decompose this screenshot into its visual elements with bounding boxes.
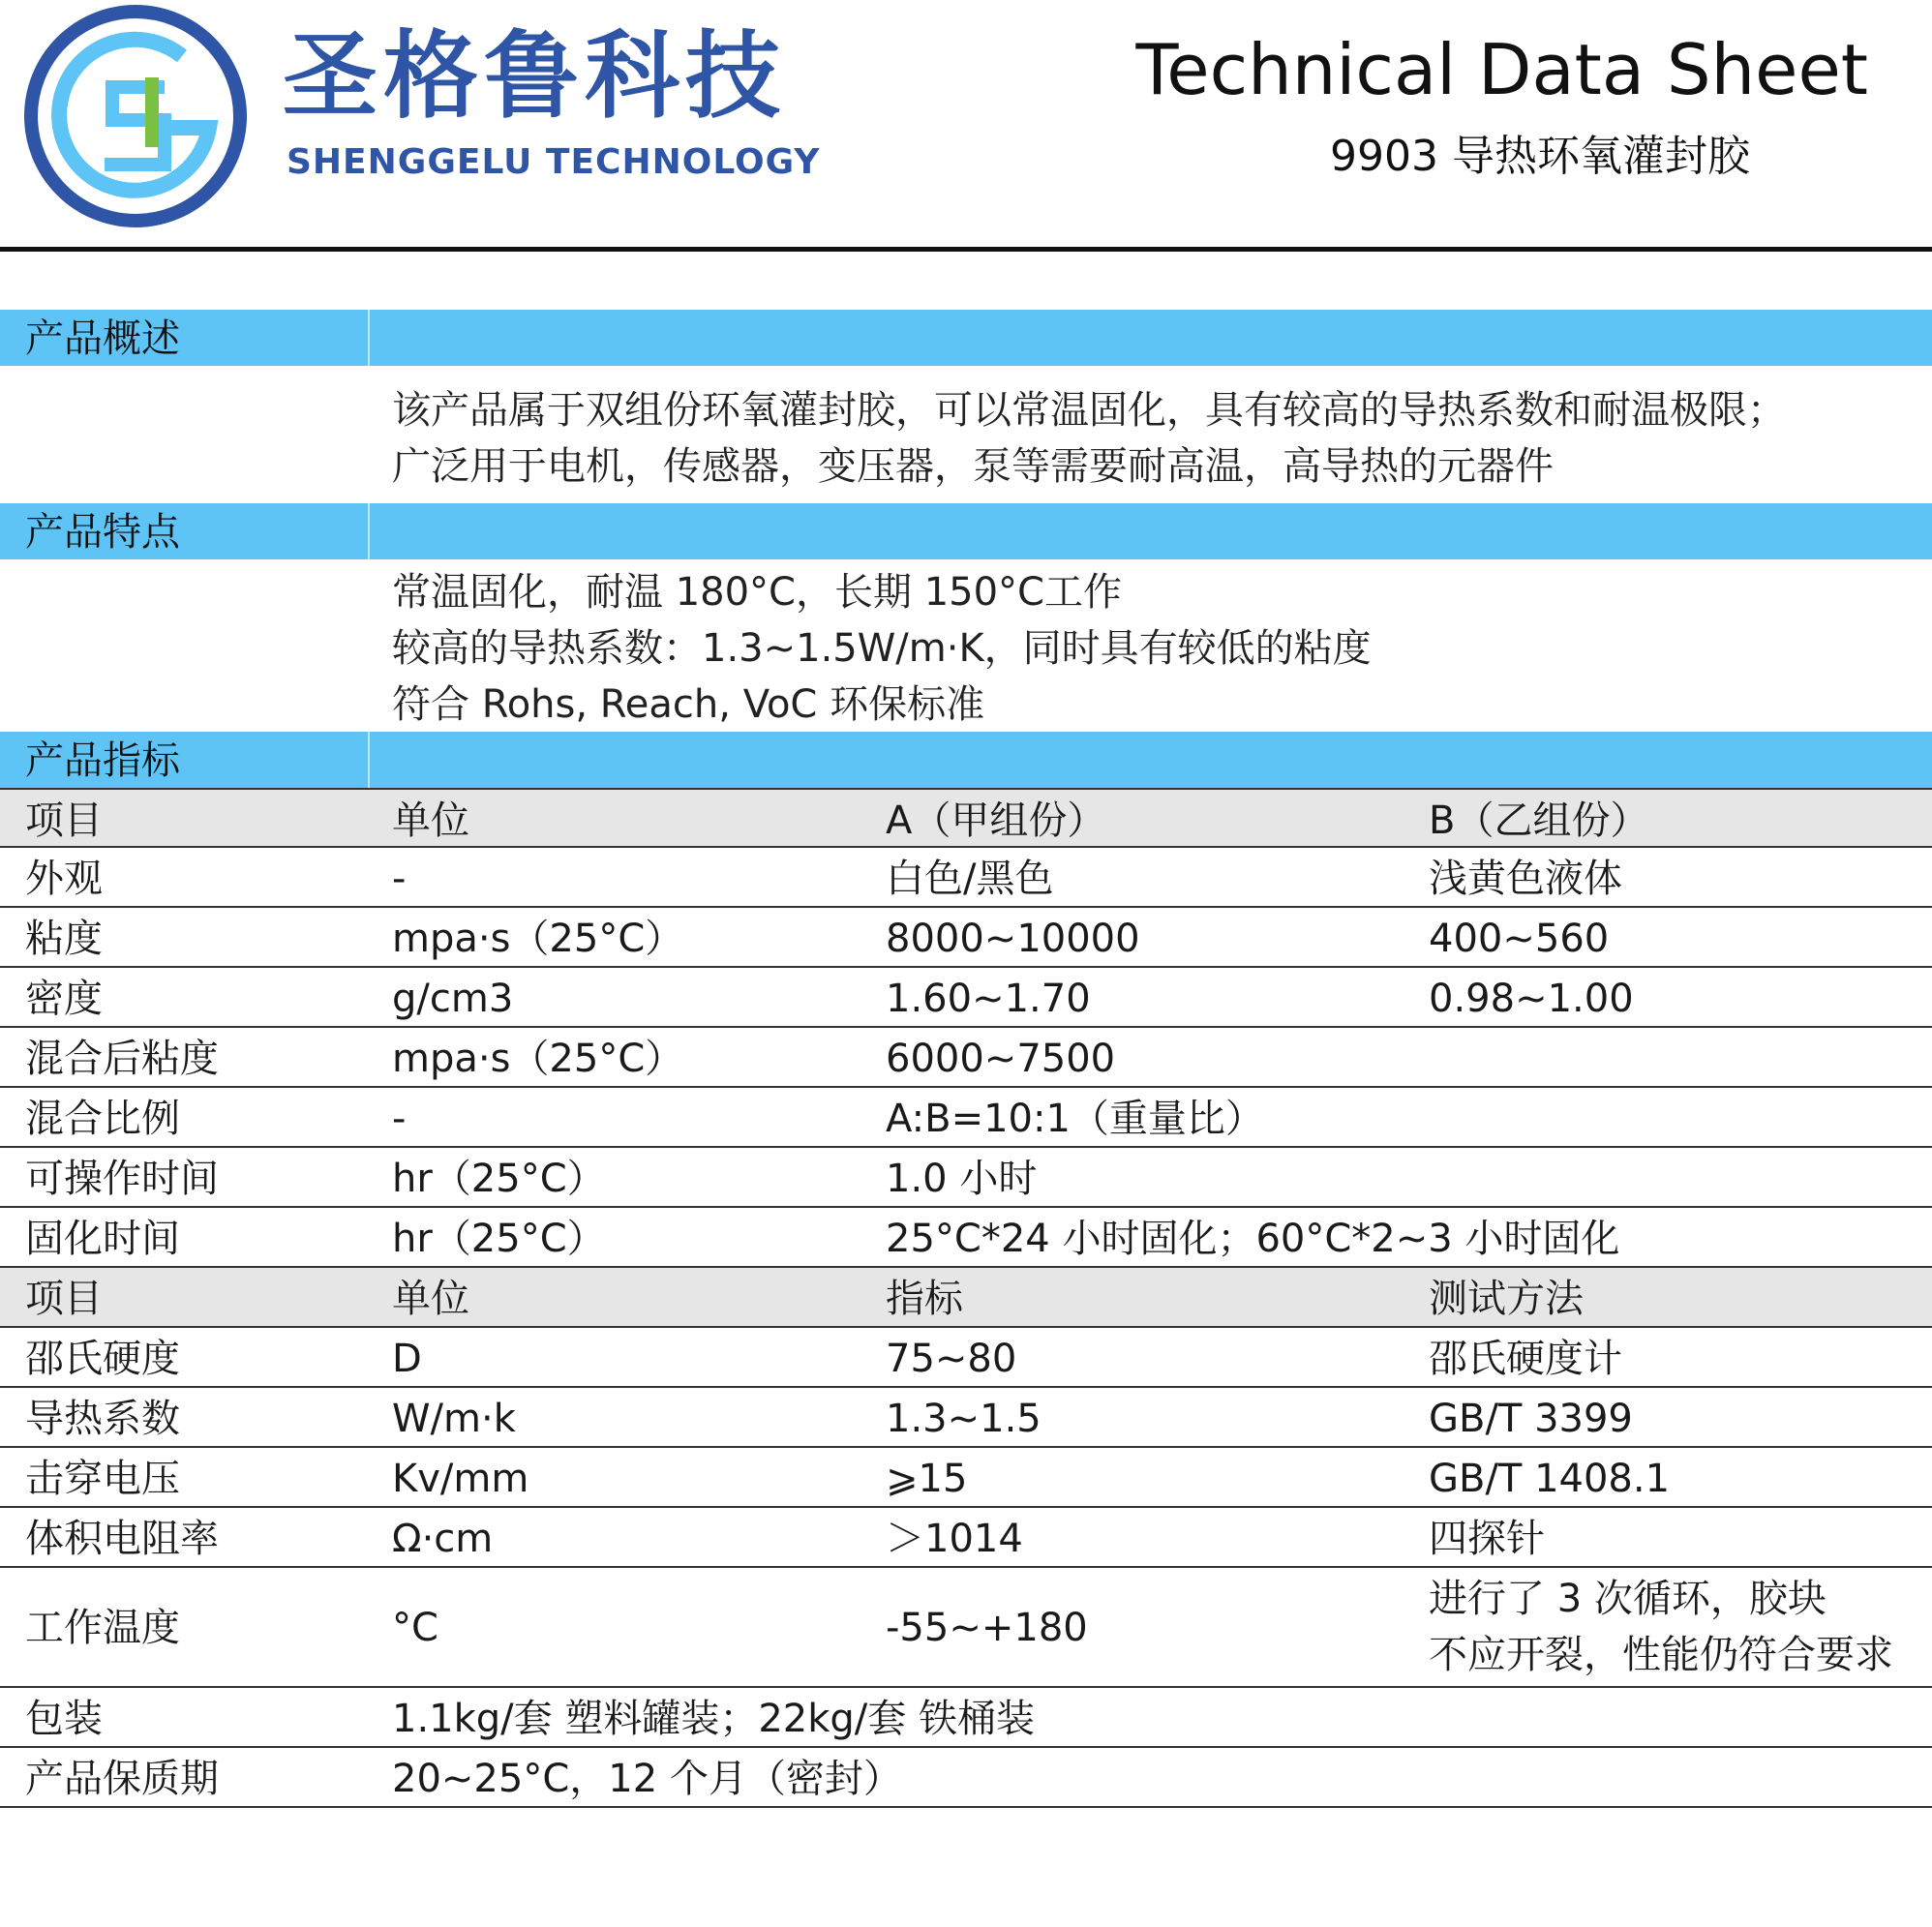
header-cell: B（乙组份） [1429, 798, 1649, 843]
table-row-packaging [0, 1688, 1932, 1748]
section-bar-divider [368, 732, 370, 788]
table-cell: 粘度 [25, 917, 103, 961]
table-row [0, 968, 1932, 1028]
table-cell: 不应开裂，性能仍符合要求 [1429, 1633, 1893, 1677]
header-cell: 单位 [392, 798, 469, 843]
company-logo-icon [19, 0, 252, 232]
table-header-row [0, 788, 1932, 848]
table-row [0, 848, 1932, 908]
table-cell: 6000~7500 [886, 1037, 1116, 1081]
section-bar-divider [368, 310, 370, 366]
section-specs-title: 产品指标 [25, 738, 180, 783]
table-cell: 导热系数 [25, 1397, 180, 1441]
section-overview-bar [0, 310, 1932, 366]
brand-name-en: SHENGGELU TECHNOLOGY [287, 142, 821, 182]
table-cell: GB/T 1408.1 [1429, 1457, 1671, 1501]
table-cell: 击穿电压 [25, 1457, 180, 1501]
table-row-work-temp [0, 1568, 1932, 1688]
header-cell: A（甲组份） [886, 798, 1106, 843]
table-header-row [0, 1268, 1932, 1328]
table-cell: 20~25°C，12 个月（密封） [392, 1757, 902, 1801]
table-cell: 1.3~1.5 [886, 1397, 1041, 1441]
table-cell: hr（25°C） [392, 1157, 606, 1201]
section-features-bar [0, 503, 1932, 559]
overview-line: 该产品属于双组份环氧灌封胶，可以常温固化，具有较高的导热系数和耐温极限； [392, 388, 1786, 433]
table-cell: mpa·s（25°C） [392, 1037, 684, 1081]
table-row [0, 1388, 1932, 1448]
table-cell: 可操作时间 [25, 1157, 219, 1201]
table-cell: 混合后粘度 [25, 1037, 219, 1081]
table-cell: D [392, 1337, 422, 1381]
table-cell: - [392, 1097, 407, 1141]
table-cell: 75~80 [886, 1337, 1017, 1381]
table-cell: 8000~10000 [886, 917, 1140, 961]
section-features-title: 产品特点 [25, 510, 180, 555]
table-cell: 浅黄色液体 [1429, 857, 1622, 901]
table-cell: 1.0 小时 [886, 1157, 1038, 1201]
header-cell: 项目 [25, 1277, 103, 1321]
table-cell: 1.60~1.70 [886, 977, 1091, 1021]
table-row [0, 1328, 1932, 1388]
table-cell: 邵氏硬度计 [1429, 1337, 1622, 1381]
table-cell: A:B=10:1（重量比） [886, 1097, 1264, 1141]
table-row [0, 1208, 1932, 1268]
table-row [0, 1508, 1932, 1568]
table-cell: mpa·s（25°C） [392, 917, 684, 961]
section-bar-divider [368, 503, 370, 559]
feature-line: 较高的导热系数：1.3~1.5W/m·K，同时具有较低的粘度 [392, 626, 1372, 671]
table-cell: Kv/mm [392, 1457, 529, 1501]
feature-line: 常温固化，耐温 180°C，长期 150°C工作 [392, 570, 1122, 615]
table-cell: hr（25°C） [392, 1217, 606, 1261]
table-row [0, 1148, 1932, 1208]
table-cell: 混合比例 [25, 1097, 180, 1141]
table-cell: 进行了 3 次循环，胶块 [1429, 1577, 1826, 1621]
table-cell: 工作温度 [25, 1606, 180, 1650]
document-title: Technical Data Sheet [1135, 29, 1868, 110]
table-cell: 固化时间 [25, 1217, 180, 1261]
section-overview-title: 产品概述 [25, 316, 180, 361]
table-row [0, 1088, 1932, 1148]
document-subtitle: 9903 导热环氧灌封胶 [1330, 132, 1750, 181]
table-cell: °C [392, 1606, 438, 1650]
table-cell: 包装 [25, 1697, 103, 1741]
header-cell: 项目 [25, 798, 103, 843]
header-cell: 测试方法 [1429, 1277, 1584, 1321]
table-cell: 体积电阻率 [25, 1517, 219, 1561]
header-cell: 指标 [886, 1277, 963, 1321]
table-row [0, 1028, 1932, 1088]
overview-line: 广泛用于电机，传感器，变压器，泵等需要耐高温，高导热的元器件 [392, 444, 1554, 489]
brand-name-cn: 圣格鲁科技 [283, 21, 787, 132]
table-cell: 密度 [25, 977, 103, 1021]
table-cell: Ω·cm [392, 1517, 494, 1561]
table-cell: - [392, 857, 407, 901]
table-cell: 400~560 [1429, 917, 1610, 961]
header-cell: 单位 [392, 1277, 469, 1321]
table-cell: ＞1014 [886, 1517, 1023, 1561]
table-cell: 邵氏硬度 [25, 1337, 180, 1381]
table-cell: g/cm3 [392, 977, 514, 1021]
table-cell: 0.98~1.00 [1429, 977, 1634, 1021]
table-cell: 白色/黑色 [886, 857, 1054, 901]
table-cell: 1.1kg/套 塑料罐装；22kg/套 铁桶装 [392, 1697, 1036, 1741]
table-row [0, 1448, 1932, 1508]
header-divider [0, 247, 1932, 252]
table-cell: ⩾15 [886, 1457, 968, 1501]
table-row [0, 908, 1932, 968]
table-cell: 产品保质期 [25, 1757, 219, 1801]
table-cell: 四探针 [1429, 1517, 1545, 1561]
table-cell: GB/T 3399 [1429, 1397, 1633, 1441]
feature-line: 符合 Rohs, Reach, VoC 环保标准 [392, 682, 985, 727]
table-row-shelf-life [0, 1748, 1932, 1808]
table-cell: 外观 [25, 857, 103, 901]
table-cell: -55~+180 [886, 1606, 1088, 1650]
table-cell: W/m·k [392, 1397, 516, 1441]
table-cell: 25°C*24 小时固化；60°C*2~3 小时固化 [886, 1217, 1620, 1261]
section-specs-bar [0, 732, 1932, 788]
